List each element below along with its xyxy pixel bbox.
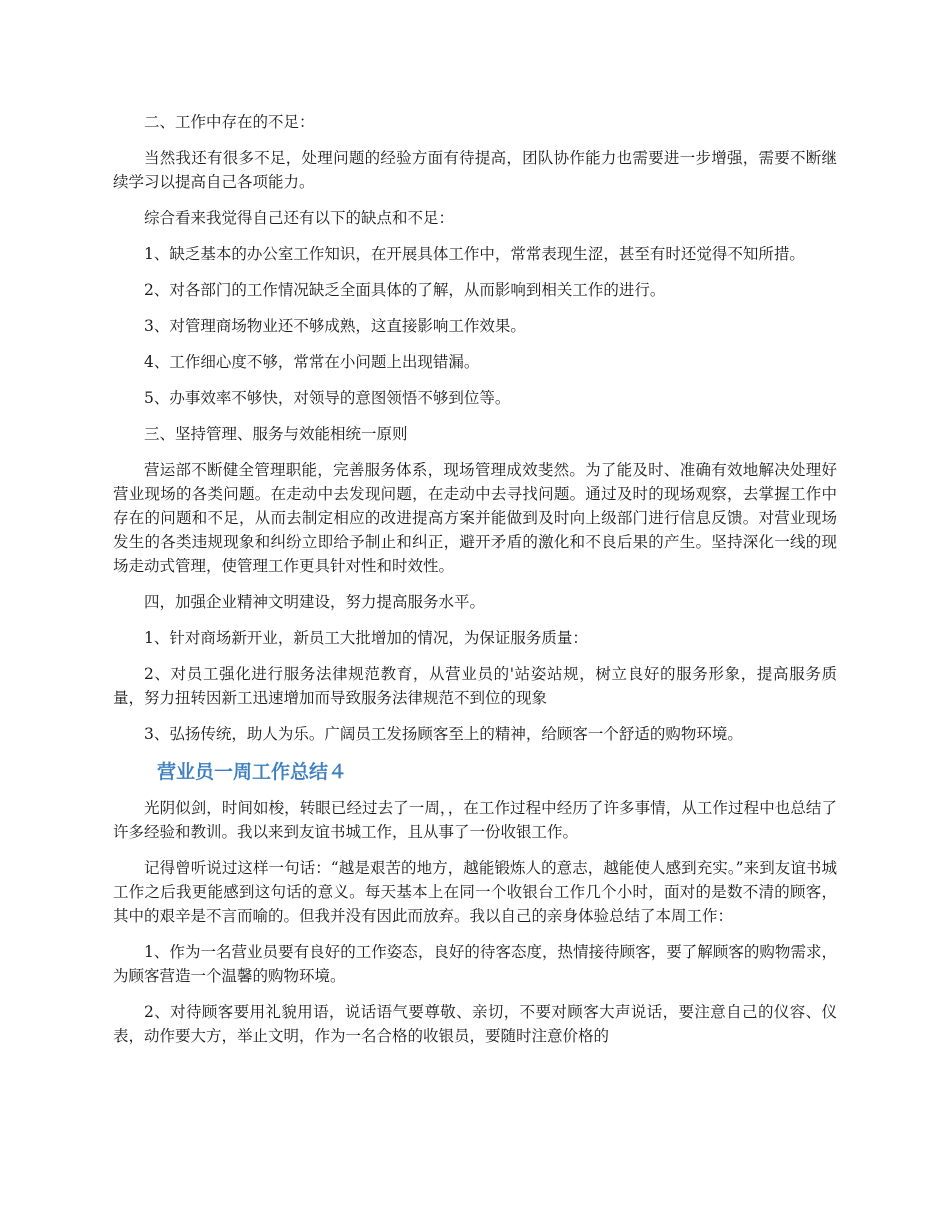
list-item: 2、对员工强化进行服务法律规范教育，从营业员的'站姿站规，树立良好的服务形象，提高服务质量，努力扭转因新工迅速增加而导致服务法律规范不到位的现象 — [113, 665, 837, 707]
list-item: 1、缺乏基本的办公室工作知识，在开展具体工作中，常常表现生涩，甚至有时还觉得不知所措。 — [144, 245, 805, 263]
body-paragraph: 光阴似剑，时间如梭，转眼已经过去了一周，，在工作过程中经历了许多事情，从工作过程中也总结了许多经验和教训。我以来到友谊书城工作，且从事了一份收银工作。 — [113, 799, 837, 841]
body-paragraph: 营运部不断健全管理职能，完善服务体系，现场管理成效斐然。为了能及时、准确有效地解决处理好营业现场的各类问题。在走动中去发现问题，在走动中去寻找问题。通过及时的现场观察，去掌握工作中存在的问题和不足，从而去制定相应的改进提高方案并能做到及时向上级部门进行信息反馈。对营业现场发生的各类违规现象和纠纷立即给予制止和纠正，避开矛盾的激化和不良后果的产生。坚持深化一线的现场走动式管理，使管理工作更具针对性和时效性。 — [113, 461, 837, 575]
list-item: 5、办事效率不够快，对领导的意图领悟不够到位等。 — [144, 389, 511, 407]
section-heading-shortcomings: 二、工作中存在的不足： — [144, 113, 315, 131]
list-item: 1、针对商场新开业，新员工大批增加的情况，为保证服务质量： — [144, 629, 588, 647]
article-title: 营业员一周工作总结４ — [157, 761, 348, 783]
section-heading-service: 四，加强企业精神文明建设，努力提高服务水平。 — [144, 593, 486, 611]
list-item: 3、弘扬传统，助人为乐。广阔员工发扬顾客至上的精神，给顾客一个舒适的购物环境。 — [144, 725, 743, 743]
list-item: 2、对各部门的工作情况缺乏全面具体的了解，从而影响到相关工作的进行。 — [144, 281, 666, 299]
list-item: 2、对待顾客要用礼貌用语，说话语气要尊敬、亲切，不要对顾客大声说话，要注意自己的仪容、仪表，动作要大方，举止文明，作为一名合格的收银员，要随时注意价格的 — [113, 1003, 837, 1045]
list-item: 1、作为一名营业员要有良好的工作姿态，良好的待客态度，热情接待顾客，要了解顾客的购物需求，为顾客营造一个温馨的购物环境。 — [113, 943, 837, 985]
section-heading-principle: 三、坚持管理、服务与效能相统一原则 — [144, 425, 408, 443]
document-body — [113, 110, 837, 1060]
body-paragraph: 当然我还有很多不足，处理问题的经验方面有待提高，团队协作能力也需要进一步增强，需要不断继续学习以提高自己各项能力。 — [113, 149, 837, 191]
body-paragraph: 记得曾听说过这样一句话：“越是艰苦的地方，越能锻炼人的意志，越能使人感到充实。”来到友谊书城工作之后我更能感到这句话的意义。每天基本上在同一个收银台工作几个小时，面对的是数不清的顾客，其中的艰辛是不言而喻的。但我并没有因此而放弃。我以自己的亲身体验总结了本周工作： — [113, 859, 837, 925]
body-paragraph: 综合看来我觉得自己还有以下的缺点和不足： — [144, 209, 455, 227]
list-item: 3、对管理商场物业还不够成熟，这直接影响工作效果。 — [144, 317, 526, 335]
list-item: 4、工作细心度不够，常常在小问题上出现错漏。 — [144, 353, 480, 371]
